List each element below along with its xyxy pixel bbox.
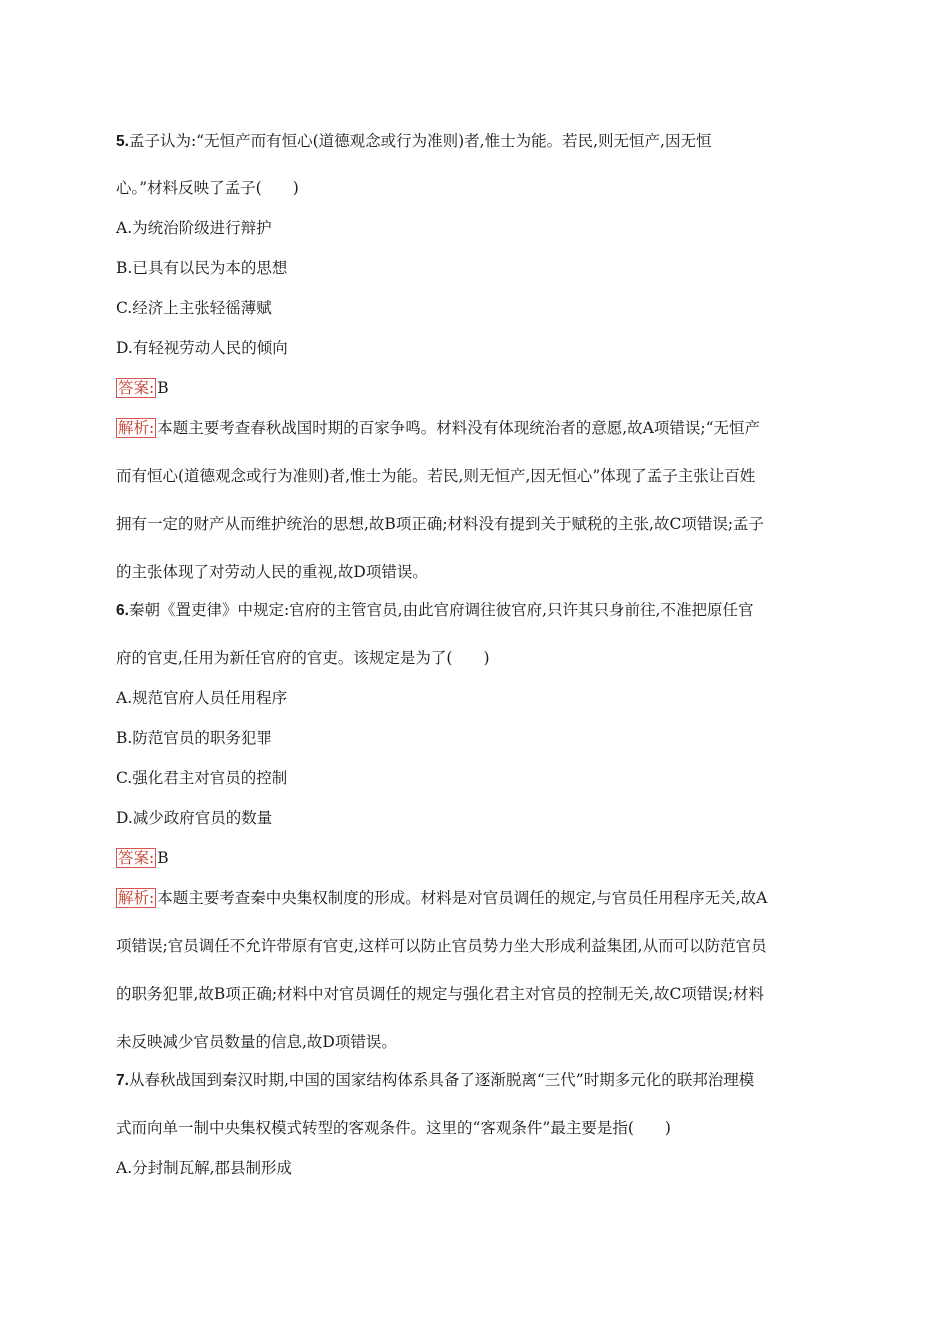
- analysis-tag: 解析:: [118, 419, 155, 437]
- question-6-analysis-line-2: 项错误;官员调任不允许带原有官吏,这样可以防止官员势力坐大形成利益集团,从而可以防范官员: [116, 937, 767, 955]
- question-7-option-a: A.分封制瓦解,郡县制形成: [116, 1159, 293, 1177]
- question-6-option-b: B.防范官员的职务犯罪: [116, 729, 272, 747]
- question-5-option-d: D.有轻视劳动人民的倾向: [116, 339, 288, 357]
- answer-tag: 答案:: [118, 849, 155, 867]
- question-text: 心。”材料反映了孟子( ): [116, 179, 299, 197]
- question-6-stem-line-1: [116, 599, 836, 622]
- question-text: 式而向单一制中央集权模式转型的客观条件。这里的“客观条件”最主要是指( ): [116, 1119, 671, 1137]
- question-text: 府的官吏,任用为新任官府的官吏。该规定是为了( ): [116, 649, 490, 667]
- question-5-option-b: B.已具有以民为本的思想: [116, 259, 288, 277]
- question-7-stem-line-1: [116, 1069, 836, 1092]
- question-5-stem-line-2: [116, 177, 836, 199]
- question-number: 6.: [116, 602, 129, 619]
- question-6-analysis-line-4: 未反映减少官员数量的信息,故D项错误。: [116, 1033, 397, 1051]
- question-5-answer: [116, 377, 836, 399]
- question-7-stem-line-2: [116, 1117, 836, 1139]
- question-text: 从春秋战国到秦汉时期,中国的国家结构体系具备了逐渐脱离“三代”时期多元化的联邦治理模: [128, 1071, 755, 1089]
- question-5-stem-line-1: [116, 130, 836, 153]
- analysis-text: 本题主要考查秦中央集权制度的形成。材料是对官员调任的规定,与官员任用程序无关,故A: [157, 889, 768, 907]
- question-6-analysis-line-1: [116, 887, 836, 909]
- answer-tag: 答案:: [118, 379, 155, 397]
- question-number: 5.: [116, 133, 129, 150]
- question-6-analysis-line-3: 的职务犯罪,故B项正确;材料中对官员调任的规定与强化君主对官员的控制无关,故C项错误;材料: [116, 985, 765, 1003]
- question-5-analysis-line-3: 拥有一定的财产从而维护统治的思想,故B项正确;材料没有提到关于赋税的主张,故C项错误;孟子: [116, 515, 765, 533]
- analysis-tag: 解析:: [118, 889, 155, 907]
- analysis-text: 本题主要考查春秋战国时期的百家争鸣。材料没有体现统治者的意愿,故A项错误;“无恒产: [157, 419, 761, 437]
- question-6-option-a: A.规范官府人员任用程序: [116, 689, 288, 707]
- question-5-analysis-line-1: [116, 417, 836, 439]
- question-text: 孟子认为:“无恒产而有恒心(道德观念或行为准则)者,惟士为能。若民,则无恒产,因无恒: [128, 132, 712, 150]
- question-6-stem-line-2: [116, 647, 836, 669]
- question-6-option-c: C.强化君主对官员的控制: [116, 769, 288, 787]
- question-5-option-a: A.为统治阶级进行辩护: [116, 219, 272, 237]
- answer-value: B: [157, 849, 169, 867]
- question-text: 秦朝《置吏律》中规定:官府的主管官员,由此官府调往彼官府,只许其只身前往,不准把原任官: [128, 601, 754, 619]
- question-5-option-c: C.经济上主张轻徭薄赋: [116, 299, 272, 317]
- question-5-analysis-line-4: 的主张体现了对劳动人民的重视,故D项错误。: [116, 563, 428, 581]
- question-6-option-d: D.减少政府官员的数量: [116, 809, 273, 827]
- question-5-analysis-line-2: 而有恒心(道德观念或行为准则)者,惟士为能。若民,则无恒产,因无恒心”体现了孟子主张让百姓: [116, 467, 756, 485]
- question-6-answer: [116, 847, 836, 869]
- answer-value: B: [157, 379, 169, 397]
- question-number: 7.: [116, 1072, 129, 1089]
